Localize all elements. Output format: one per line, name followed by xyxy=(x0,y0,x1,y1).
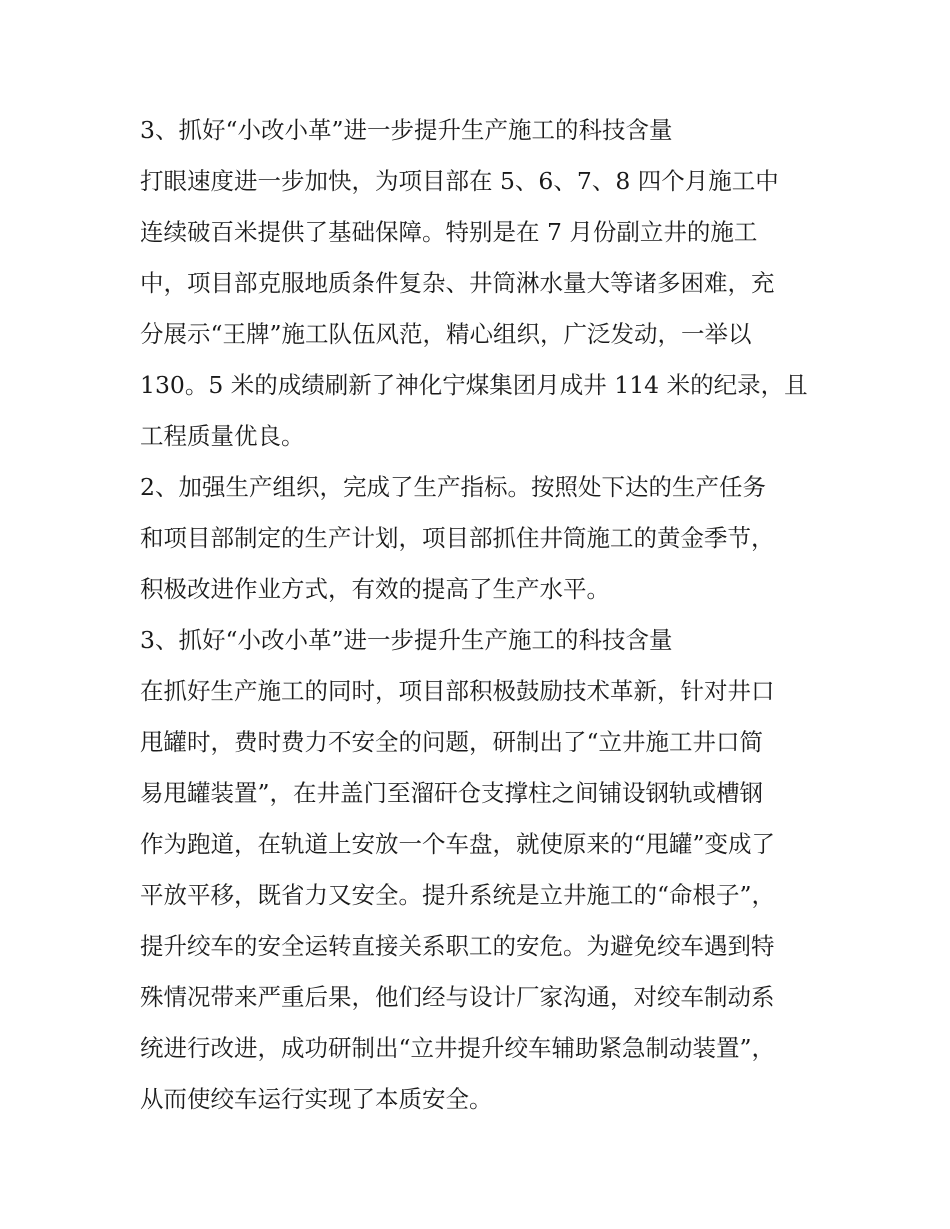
paragraph-line: 平放平移，既省力又安全。提升系统是立井施工的“命根子”， xyxy=(140,881,776,909)
paragraph-line: 作为跑道，在轨道上安放一个车盘，就使原来的“甩罐”变成了 xyxy=(140,830,776,858)
paragraph-line: 统进行改进，成功研制出“立井提升绞车辅助紧急制动装置”， xyxy=(140,1034,776,1062)
paragraph-line: 殊情况带来严重后果，他们经与设计厂家沟通，对绞车制动系 xyxy=(140,983,775,1011)
paragraph-line: 130。5 米的成绩刷新了神化宁煤集团月成井 114 米的纪录，且 xyxy=(140,371,808,399)
section-heading: 2、加强生产组织，完成了生产指标。按照处下达的生产任务 xyxy=(140,473,766,501)
paragraph-line: 从而使绞车运行实现了本质安全。 xyxy=(140,1085,493,1113)
paragraph-line: 中，项目部克服地质条件复杂、井筒淋水量大等诸多困难，充 xyxy=(140,269,775,297)
paragraph-line: 和项目部制定的生产计划，项目部抓住井筒施工的黄金季节， xyxy=(140,524,775,552)
paragraph-line: 易甩罐装置”，在井盖门至溜矸仓支撑柱之间铺设钢轨或槽钢 xyxy=(140,779,764,807)
paragraph-line: 连续破百米提供了基础保障。特别是在 7 月份副立井的施工 xyxy=(140,218,758,246)
paragraph-line: 工程质量优良。 xyxy=(140,422,305,450)
paragraph-line: 打眼速度进一步加快，为项目部在 5、6、7、8 四个月施工中 xyxy=(140,167,779,195)
paragraph-line: 在抓好生产施工的同时，项目部积极鼓励技术革新，针对井口 xyxy=(140,677,775,705)
paragraph-line: 提升绞车的安全运转直接关系职工的安危。为避免绞车遇到特 xyxy=(140,932,775,960)
paragraph-line: 积极改进作业方式，有效的提高了生产水平。 xyxy=(140,575,610,603)
section-heading: 3、抓好“小改小革”进一步提升生产施工的科技含量 xyxy=(140,116,673,144)
section-heading: 3、抓好“小改小革”进一步提升生产施工的科技含量 xyxy=(140,626,673,654)
document-body xyxy=(140,110,820,1130)
paragraph-line: 甩罐时，费时费力不安全的问题，研制出了“立井施工井口简 xyxy=(140,728,764,756)
paragraph-line: 分展示“王牌”施工队伍风范，精心组织，广泛发动，一举以 xyxy=(140,320,752,348)
